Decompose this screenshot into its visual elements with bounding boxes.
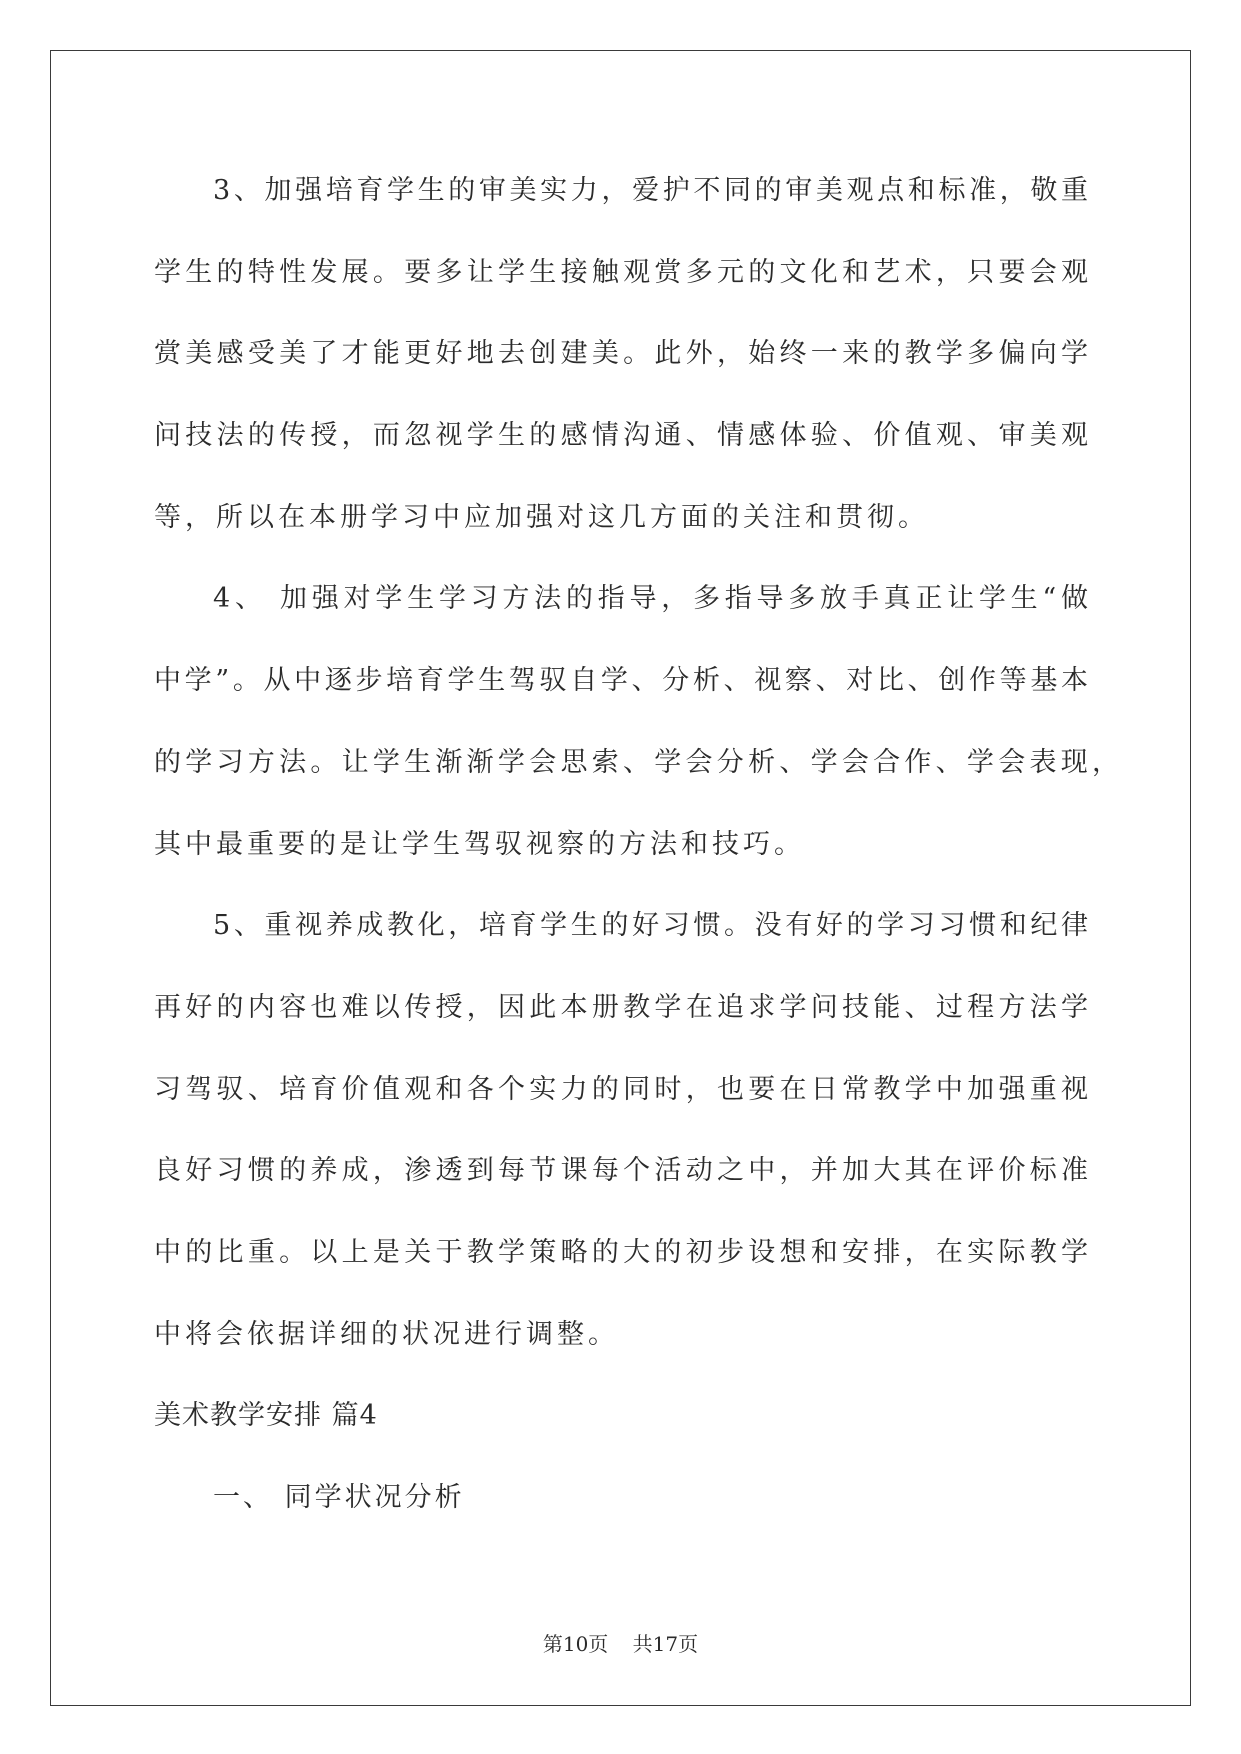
subsection-heading: 一、 同学状况分析	[213, 1482, 465, 1513]
paragraph-line: 良好习惯的养成，渗透到每节课每个活动之中，并加大其在评价标准	[154, 1155, 1088, 1187]
paragraph-line: 其中最重要的是让学生驾驭视察的方法和技巧。	[154, 828, 805, 860]
paragraph-line: 赏美感受美了才能更好地去创建美。此外，始终一来的教学多偏向学	[154, 338, 1088, 370]
paragraph-line: 中的比重。以上是关于教学策略的大的初步设想和安排，在实际教学	[154, 1236, 1088, 1268]
paragraph-line: 的学习方法。让学生渐渐学会思索、学会分析、学会合作、学会表现，	[154, 746, 1119, 778]
paragraph-5	[0, 885, 1241, 1375]
paragraph-line: 习驾驭、培育价值观和各个实力的同时，也要在日常教学中加强重视	[154, 1073, 1088, 1105]
section-heading: 美术教学安排 篇4	[154, 1400, 378, 1432]
paragraph-line: 中学”。从中逐步培育学生驾驭自学、分析、视察、对比、创作等基本	[154, 665, 1088, 697]
page-number: 第10页	[542, 1632, 609, 1656]
paragraph-line: 学生的特性发展。要多让学生接触观赏多元的文化和艺术，只要会观	[154, 256, 1088, 288]
paragraph-line: 再好的内容也难以传授，因此本册教学在追求学问技能、过程方法学	[154, 991, 1088, 1023]
paragraph-line: 5、重视养成教化，培育学生的好习惯。没有好的学习习惯和纪律	[213, 910, 1088, 942]
paragraph-line: 问技法的传授，而忽视学生的感情沟通、情感体验、价值观、审美观	[154, 420, 1088, 452]
paragraph-line: 3、加强培育学生的审美实力，爱护不同的审美观点和标准，敬重	[213, 175, 1088, 206]
document-body	[0, 150, 1241, 1539]
paragraph-3	[0, 150, 1241, 558]
paragraph-4	[0, 558, 1241, 885]
paragraph-line: 等，所以在本册学习中应加强对这几方面的关注和贯彻。	[154, 501, 929, 533]
paragraph-line: 4、 加强对学生学习方法的指导，多指导多放手真正让学生“做	[213, 583, 1088, 615]
page-total: 共17页	[632, 1632, 699, 1656]
paragraph-line: 中将会依据详细的状况进行调整。	[154, 1318, 619, 1350]
page-footer	[0, 1630, 1241, 1658]
